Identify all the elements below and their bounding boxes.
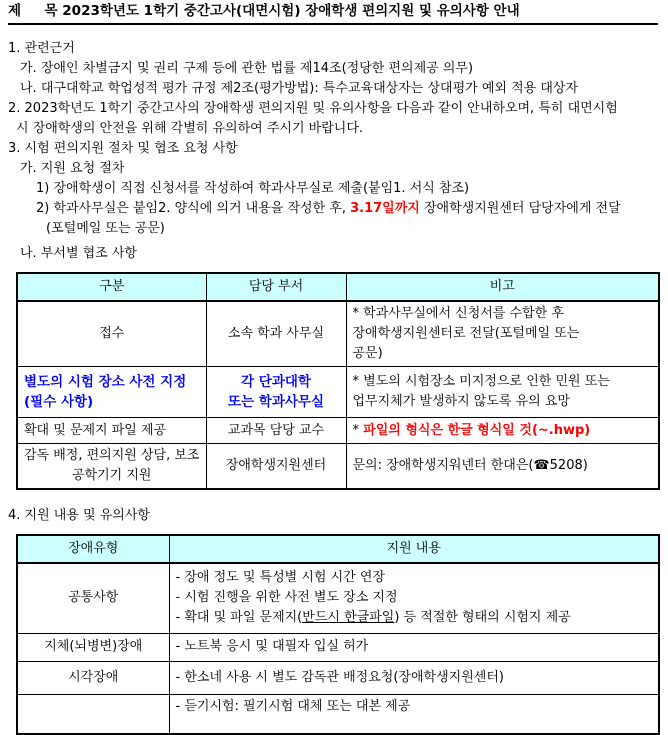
cell-category: 접수: [17, 301, 206, 367]
table1-header-category: 구분: [17, 273, 206, 301]
table1-row-exam-location: [17, 367, 659, 418]
support-item-text: 시험 진행을 위한 사전 별도 장소 지정: [180, 590, 398, 606]
cell-department: 교과목 담당 교수: [206, 418, 346, 444]
table1-row-supervision: [17, 444, 659, 490]
table2-row-partial: [17, 694, 659, 734]
support-item: [176, 588, 653, 608]
support-item: - 장애 정도 및 특성별 시험 시간 연장: [175, 570, 385, 586]
note-line: * 별도의 시험장소 미지정으로 인한 민원 또는: [352, 374, 610, 389]
note-line: * 학과사무실에서 신청서를 수합한 후: [352, 306, 564, 321]
cell-disability-type: 지체(뇌병변)장애: [17, 633, 169, 661]
heading-support-content: 4. 지원 내용 및 유의사항: [8, 508, 150, 523]
line-section2-2: 시 장애학생의 안전을 위해 각별히 유의하여 주시기 바랍니다.: [16, 121, 364, 136]
department-line: 또는 학과사무실: [228, 394, 324, 410]
department-cooperation-table: [16, 272, 660, 490]
line-procedure-2-cont: (포털메일 또는 공문): [46, 221, 165, 236]
document-page: [0, 3, 668, 714]
cell-note: 문의: 장애학생지워넨터 한대은(☎5208): [346, 444, 659, 490]
line-procedure-2: [36, 199, 668, 219]
document-body: [0, 39, 668, 264]
cell-department: 장애학생지원센터: [206, 444, 346, 490]
cell-support-items: - 듣기시험: 필기시험 대체 또는 대본 제공: [169, 694, 659, 734]
cell-category: 확대 및 문제지 파일 제공: [17, 418, 206, 444]
cell-category: 감독 배정, 편의지원 상담, 보조공학기기 지원: [17, 444, 206, 490]
cell-support-items: - 노트북 응시 및 대필자 입실 허가: [169, 633, 659, 661]
table2-row-common: [17, 563, 659, 633]
heading-related-basis: 1. 관련근거: [8, 41, 75, 56]
table1-row-reception: [17, 301, 659, 367]
heading-procedure: 3. 시험 편의지원 절차 및 협조 요청 사항: [8, 141, 238, 156]
support-item-text: - 확대 및 파일 문제지(: [175, 610, 303, 626]
cell-department: [206, 367, 346, 418]
note-line: 업무지체가 발생하지 않도록 유의 요망: [352, 394, 570, 409]
deadline-highlight: 3.17일까지: [350, 201, 420, 216]
cell-category: 별도의 시험 장소 사전 지정(필수 사항): [17, 367, 206, 418]
line-section2-1: 2. 2023학년도 1학기 중간고사의 장애학생 편의지원 및 유의사항을 다음과 같이 안내하오며, 특히 대면시험: [8, 101, 618, 116]
table2-header-row: [17, 535, 659, 563]
support-content-table: [16, 534, 660, 735]
line-basis-na: 나. 대구대학교 학업성적 평가 규정 제2조(평가방법): 특수교육대상자는 상대평가 예외 적용 대상자: [20, 81, 579, 96]
note-line: 공문): [352, 346, 383, 361]
cell-disability-type: 공통사항: [17, 563, 169, 633]
cell-department: 소속 학과 사무실: [206, 301, 346, 367]
blue-dash: -: [175, 590, 181, 606]
cell-support-items: [169, 563, 659, 633]
line-basis-ga: 가. 장애인 차별금지 및 권리 구제 등에 관한 법률 제14조(정당한 편의제공 의무): [20, 61, 474, 76]
table1-row-enlarged-file: [17, 418, 659, 444]
table2-header-disability-type: 장애유형: [17, 535, 169, 563]
table2-header-support: 지원 내용: [169, 535, 659, 563]
support-item: [176, 608, 653, 628]
cell-note: [346, 418, 659, 444]
department-line: 각 단과대학: [241, 374, 311, 390]
cell-disability-type: [17, 694, 169, 734]
table2-row-visual: [17, 661, 659, 694]
table1-header-note: 비고: [346, 273, 659, 301]
document-title: 제 목 2023학년도 1학기 중간고사(대면시험) 장애학생 편의지원 및 유의사항 안내: [8, 3, 658, 25]
note-file-format-warning: 파일의 형식은 한글 형식일 것(~.hwp): [363, 422, 591, 438]
cell-disability-type: 시각장애: [17, 661, 169, 694]
procedure-2-prefix: 2) 학과사무실은 붙임2. 양식에 의거 내용을 작성한 후,: [36, 201, 351, 216]
cell-note: [346, 301, 659, 367]
note-star: *: [352, 422, 364, 438]
heading-department-cooperation: 나. 부서별 협조 사항: [20, 246, 137, 261]
table2-row-physical: [17, 633, 659, 661]
support-item-text: ) 등 적절한 형태의 시험지 제공: [394, 610, 571, 626]
table1-header-row: [17, 273, 659, 301]
procedure-2-suffix: 장애학생지원센터 담당자에게 전달: [419, 201, 621, 216]
cell-note: [346, 367, 659, 418]
note-line: 장애학생지원센터로 전달(포털메일 또는: [352, 326, 580, 341]
cell-support-items: - 한소네 사용 시 별도 감독관 배정요청(장애학생지원센터): [169, 661, 659, 694]
table1-header-department: 담당 부서: [206, 273, 346, 301]
line-procedure-1: 1) 장애학생이 직접 신청서를 작성하여 학과사무실로 제출(붙임1. 서식 참조): [36, 181, 470, 196]
line-request-procedure: 가. 지원 요청 절차: [20, 161, 125, 176]
underlined-hwp-file: 반드시 한글파일: [302, 610, 395, 626]
